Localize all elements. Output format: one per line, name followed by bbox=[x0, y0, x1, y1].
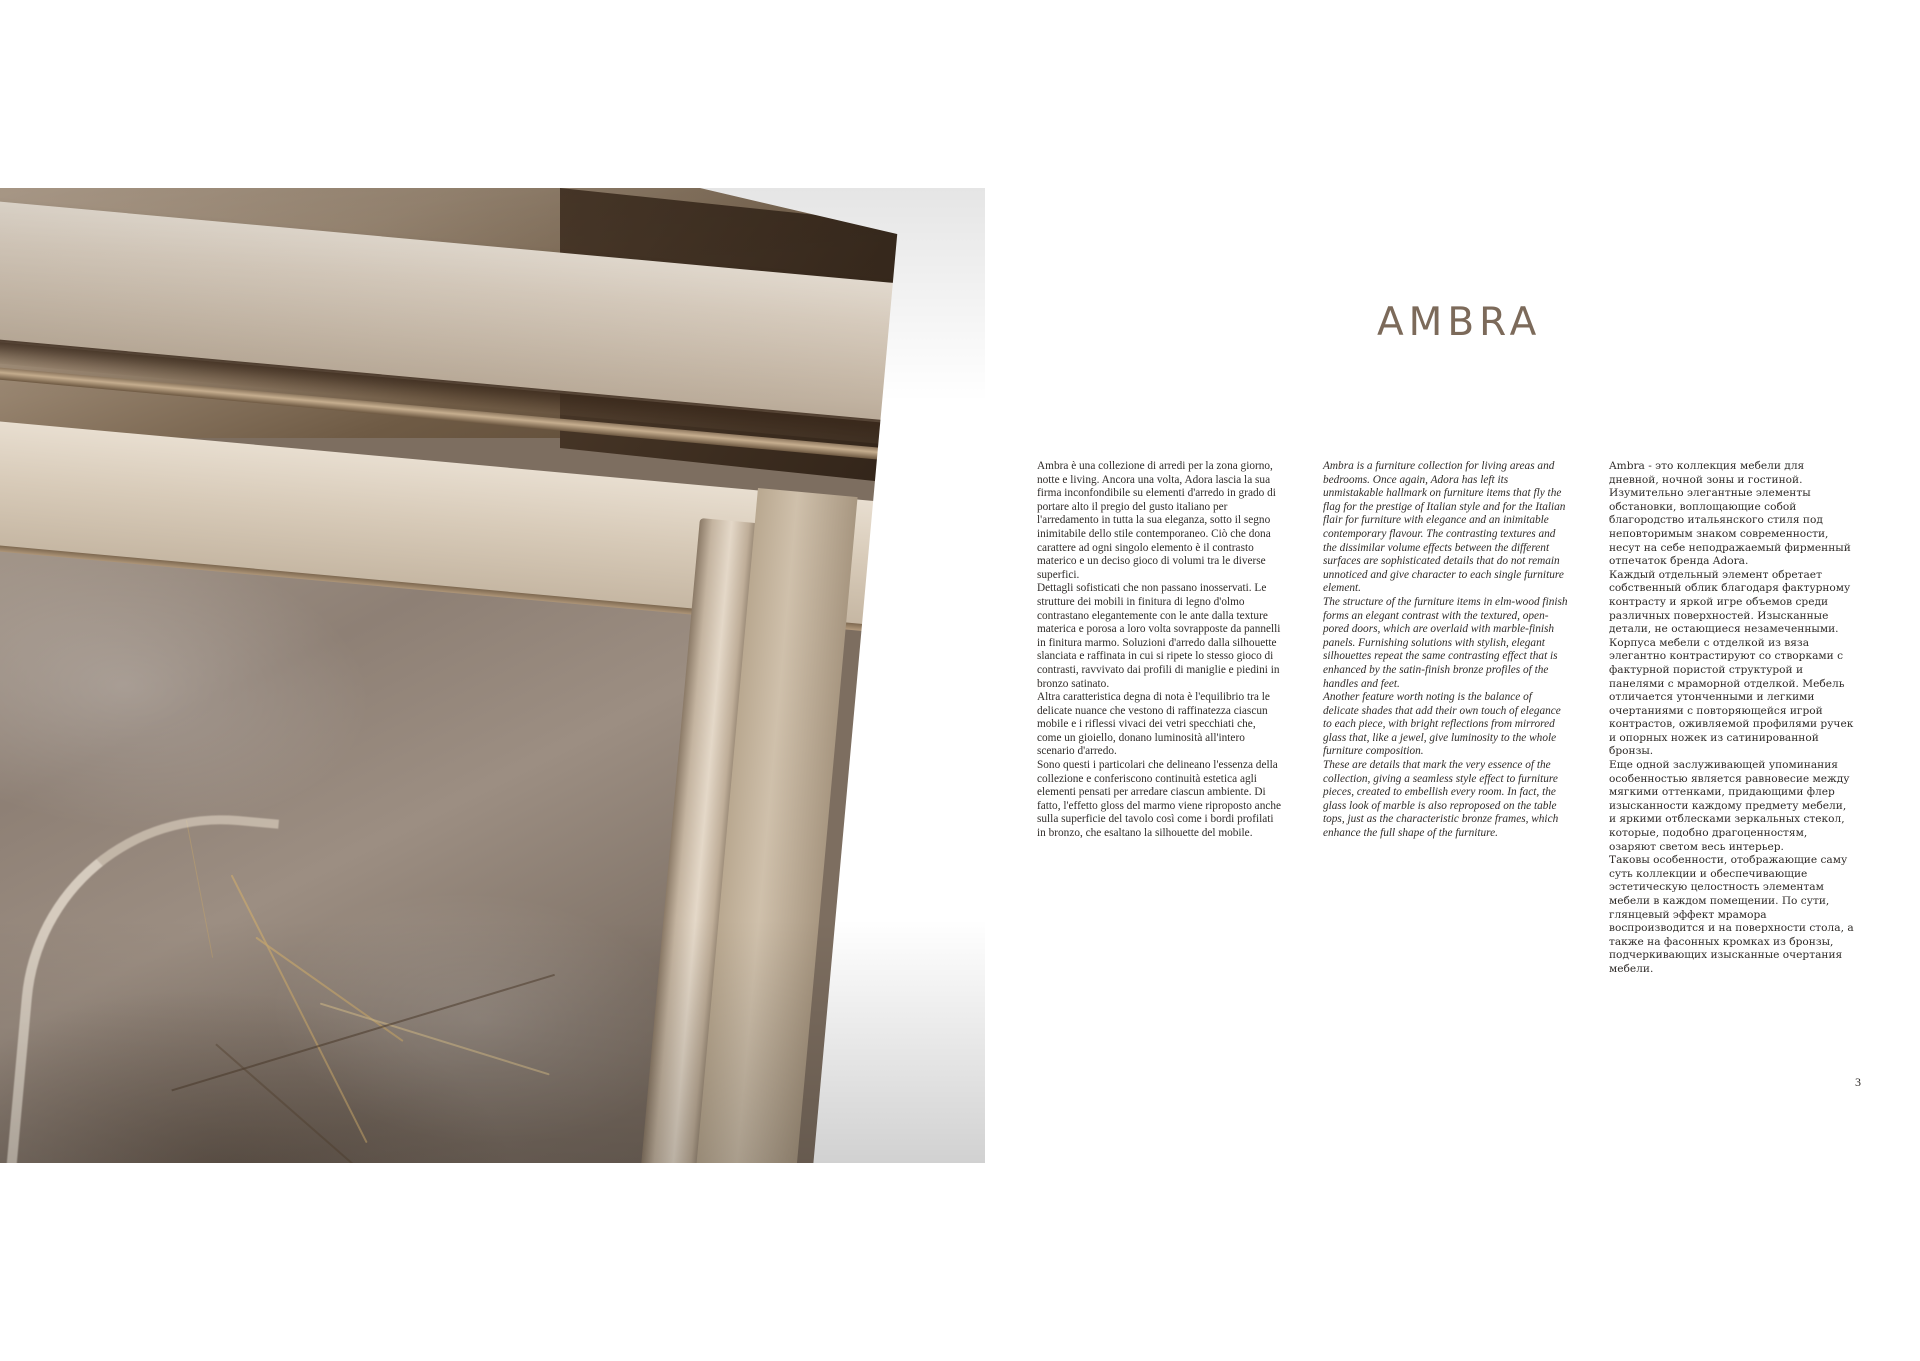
body-text-italian: Ambra è una collezione di arredi per la zona giorno, notte e living. Ancora una volta, Adora lascia la sua firma inconfondibile su elementi d'arredo in grado di portare alto il pregio del gusto italiano per l'arredamento in tutta la sua eleganza, sotto il segno inimitabile dello stile contemporaneo. Ciò che dona carattere ad ogni singolo elemento è il contrasto materico e un deciso gioco di volumi tra le diverse superfici. Dettagli sofisticati che non passano inosservati. Le strutture dei mobili in finitura di legno d'olmo contrastano elegantemente con le ante dalla texture materica e porosa a loro volta sovrapposte da pannelli in finitura marmo. Soluzioni d'arredo dalla silhouette slanciata e raffinata in cui si ripete lo stesso gioco di contrasti, ravvivato dai profili di maniglie e piedini in bronzo satinato. Altra caratteristica degna di nota è l'equilibrio tra le delicate nuance che vestono di raffinatezza ciascun mobile e i riflessi vivaci dei vetri specchiati che, come un gioiello, donano luminosità all'intero scenario d'arredo. Sono questi i particolari che delineano l'essenza della collezione e conferiscono continuità estetica agli elementi pensati per arredare ciascun ambiente. Di fatto, l'effetto gloss del marmo viene riproposto anche sulla superficie del tavolo così come i bordi profilati in bronzo, che esaltano la silhouette del mobile. bbox=[1037, 460, 1282, 840]
product-photo bbox=[0, 188, 985, 1163]
page-number: 3 bbox=[1855, 1075, 1861, 1089]
photo-marble-vein bbox=[320, 1003, 550, 1075]
column-italian bbox=[1037, 460, 1282, 977]
text-columns bbox=[1037, 460, 1887, 977]
body-text-english: Ambra is a furniture collection for living areas and bedrooms. Once again, Adora has left its unmistakable hallmark on furniture items that fly the flag for the prestige of Italian style and for the Italian flair for furniture with elegance and an inimitable contemporary flavour. The contrasting textures and the dissimilar volume effects between the different surfaces are sophisticated details that do not remain unnoticed and give character to each single furniture element. The structure of the furniture items in elm-wood finish forms an elegant contrast with the textured, open-pored doors, which are overlaid with marble-finish panels. Furnishing solutions with stylish, elegant silhouettes repeat the same contrasting effect that is enhanced by the satin-finish bronze profiles of the handles and feet. Another feature worth noting is the balance of delicate shades that add their own touch of elegance to each piece, with bright reflections from mirrored glass that, like a jewel, give luminosity to the whole furniture composition. These are details that mark the very essence of the collection, giving a seamless style effect to furniture pieces, created to embellish every room. In fact, the glass look of marble is also reproposed on the table tops, just as the characteristic bronze frames, which enhance the full shape of the furniture. bbox=[1323, 460, 1568, 840]
column-english bbox=[1323, 460, 1568, 977]
photo-layers bbox=[0, 188, 985, 1163]
body-text-russian: Ambra - это коллекция мебели для дневной, ночной зоны и гостиной. Изумительно элегантные элементы обстановки, воплощающие собой благородство итальянского стиля под неповторимым знаком современности, несут на себе неподражаемый фирменный отпечаток бренда Adora. Каждый отдельный элемент обретает собственный облик благодаря фактурному контрасту и яркой игре объемов среди различных поверхностей. Изысканные детали, не остающиеся незамеченными. Корпуса мебели с отделкой из вяза элегантно контрастируют со створками с фактурной пористой структурой и панелями с мраморной отделкой. Мебель отличается утонченными и легкими очертаниями с повторяющейся игрой контрастов, оживляемой профилями ручек и опорных ножек из сатинированной бронзы. Еще одной заслуживающей упоминания особенностью является равновесие между мягкими оттенками, придающими флер изысканности каждому предмету мебели, и яркими отблесками зеркальных стекол, которые, подобно драгоценностям, озаряют светом весь интерьер. Таковы особенности, отображающие саму суть коллекции и обеспечивающие эстетическую целостность элементам мебели в каждом помещении. По сути, глянцевый эффект мрамора воспроизводится и на поверхности стола, а также на фасонных кромках из бронзы, подчеркивающих изысканные очертания мебели. bbox=[1609, 460, 1854, 975]
page-title: AMBRA bbox=[1377, 300, 1542, 345]
column-russian bbox=[1609, 460, 1854, 977]
